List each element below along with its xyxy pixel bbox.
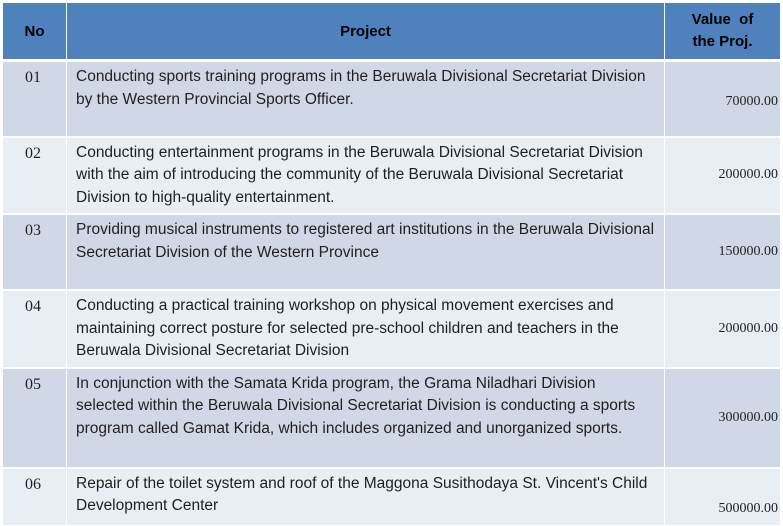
table-row: [3, 290, 781, 368]
row-value: 70000.00: [665, 61, 781, 137]
header-row: [3, 3, 781, 61]
row-project: Providing musical instruments to registered art institutions in the Beruwala Divisional Secretariat Division of the Western Province: [67, 214, 665, 290]
row-project: In conjunction with the Samata Krida program, the Grama Niladhari Division selected within the Beruwala Divisional Secretariat Division is conducting a sports program called Gamat Krida, which includes organized and unorganized sports.: [67, 368, 665, 468]
row-no: 03: [3, 214, 67, 290]
row-value: 200000.00: [665, 137, 781, 215]
table-row: [3, 468, 781, 526]
header-value-line1: Value of: [691, 11, 754, 28]
row-project: Repair of the toilet system and roof of the Maggona Susithodaya St. Vincent's Child Development Center: [67, 468, 665, 526]
table-row: [3, 137, 781, 215]
row-no: 04: [3, 290, 67, 368]
row-project: Conducting a practical training workshop on physical movement exercises and maintaining correct posture for selected pre-school children and teachers in the Beruwala Divisional Secretariat Division: [67, 290, 665, 368]
row-value: 150000.00: [665, 214, 781, 290]
row-value: 500000.00: [665, 468, 781, 526]
table-row: [3, 214, 781, 290]
table-row: [3, 61, 781, 137]
projects-table: [2, 2, 781, 526]
header-no: No: [3, 3, 67, 61]
row-project: Conducting sports training programs in the Beruwala Divisional Secretariat Division by the Western Provincial Sports Officer.: [67, 61, 665, 137]
header-value-line2: the Proj.: [692, 33, 753, 50]
row-no: 01: [3, 61, 67, 137]
header-value: [665, 3, 781, 61]
row-project: Conducting entertainment programs in the Beruwala Divisional Secretariat Division with the aim of introducing the community of the Beruwala Divisional Secretariat Division to high-quality entertainment.: [67, 137, 665, 215]
row-value: 200000.00: [665, 290, 781, 368]
row-no: 02: [3, 137, 67, 215]
row-no: 05: [3, 368, 67, 468]
header-project: Project: [67, 3, 665, 61]
row-value: 300000.00: [665, 368, 781, 468]
table-row: [3, 368, 781, 468]
row-no: 06: [3, 468, 67, 526]
